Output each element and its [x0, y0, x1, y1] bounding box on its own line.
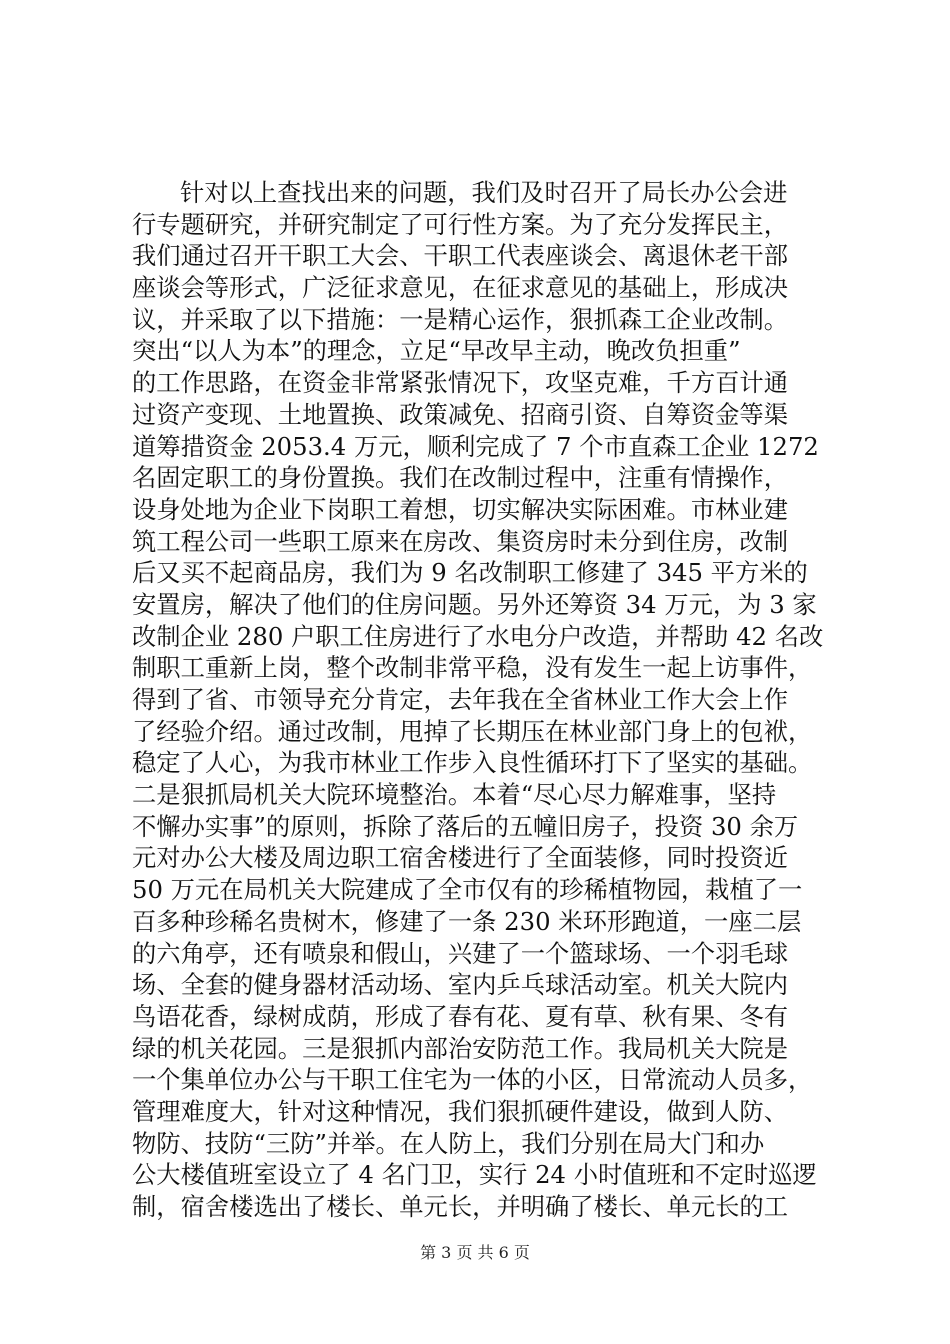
text-line: 物防、技防“三防”并举。在人防上，我们分别在局大门和办 — [132, 1128, 765, 1158]
text-line: 场、全套的健身器材活动场、室内乒乓球活动室。机关大院内 — [132, 970, 789, 1000]
text-line: 稳定了人心，为我市林业工作步入良性循环打下了坚实的基础。 — [132, 748, 813, 778]
text-line: 公大楼值班室设立了 4 名门卫，实行 24 小时值班和不定时巡逻 — [132, 1160, 817, 1190]
text-line: 安置房，解决了他们的住房问题。另外还筹资 34 万元，为 3 家 — [132, 589, 817, 619]
text-line: 筑工程公司一些职工原来在房改、集资房时未分到住房，改制 — [132, 526, 789, 556]
text-line: 了经验介绍。通过改制，甩掉了长期压在林业部门身上的包袱， — [132, 716, 813, 746]
text-line: 的六角亭，还有喷泉和假山，兴建了一个篮球场、一个羽毛球 — [132, 938, 789, 968]
body-paragraph — [132, 177, 832, 1223]
text-line: 后又买不起商品房，我们为 9 名改制职工修建了 345 平方米的 — [132, 558, 808, 588]
text-line: 突出“以人为本”的理念，立足“早改早主动，晚改负担重” — [132, 336, 741, 366]
text-line: 行专题研究，并研究制定了可行性方案。为了充分发挥民主， — [132, 209, 789, 239]
page-footer — [0, 1240, 950, 1263]
text-line: 我们通过召开干职工大会、干职工代表座谈会、离退休老干部 — [132, 241, 789, 271]
text-line: 元对办公大楼及周边职工宿舍楼进行了全面装修，同时投资近 — [132, 843, 789, 873]
text-line: 名固定职工的身份置换。我们在改制过程中，注重有情操作， — [132, 463, 789, 493]
text-line: 议，并采取了以下措施：一是精心运作，狠抓森工企业改制。 — [132, 304, 789, 334]
text-line: 针对以上查找出来的问题，我们及时召开了局长办公会进 — [180, 178, 788, 207]
text-line: 的工作思路，在资金非常紧张情况下，攻坚克难，千方百计通 — [132, 368, 789, 398]
text-line: 百多种珍稀名贵树木，修建了一条 230 米环形跑道，一座二层 — [132, 906, 802, 936]
page-number: 第 3 页 共 6 页 — [420, 1243, 530, 1262]
text-line: 座谈会等形式，广泛征求意见，在征求意见的基础上，形成决 — [132, 273, 789, 303]
text-line: 得到了省、市领导充分肯定，去年我在全省林业工作大会上作 — [132, 685, 789, 714]
text-line: 过资产变现、土地置换、政策减免、招商引资、自筹资金等渠 — [132, 399, 789, 429]
text-line: 一个集单位办公与干职工住宅为一体的小区，日常流动人员多， — [132, 1065, 813, 1095]
text-line: 50 万元在局机关大院建成了全市仅有的珍稀植物园，栽植了一 — [132, 875, 803, 905]
text-line: 制，宿舍楼选出了楼长、单元长，并明确了楼长、单元长的工 — [132, 1192, 789, 1221]
text-line: 制职工重新上岗，整个改制非常平稳，没有发生一起上访事件， — [132, 653, 813, 683]
text-line: 道筹措资金 2053.4 万元，顺利完成了 7 个市直森工企业 1272 — [132, 431, 819, 461]
text-line: 绿的机关花园。三是狠抓内部治安防范工作。我局机关大院是 — [132, 1033, 789, 1063]
text-line: 管理难度大，针对这种情况，我们狠抓硬件建设，做到人防、 — [132, 1096, 789, 1126]
text-line: 鸟语花香，绿树成荫，形成了春有花、夏有草、秋有果、冬有 — [132, 1001, 789, 1031]
text-line: 二是狠抓局机关大院环境整治。本着“尽心尽力解难事，坚持 — [132, 780, 777, 810]
text-line: 设身处地为企业下岗职工着想，切实解决实际困难。市林业建 — [132, 494, 789, 524]
text-line: 不懈办实事”的原则，拆除了落后的五幢旧房子，投资 30 余万 — [132, 811, 799, 841]
text-line: 改制企业 280 户职工住房进行了水电分户改造，并帮助 42 名改 — [132, 621, 824, 651]
